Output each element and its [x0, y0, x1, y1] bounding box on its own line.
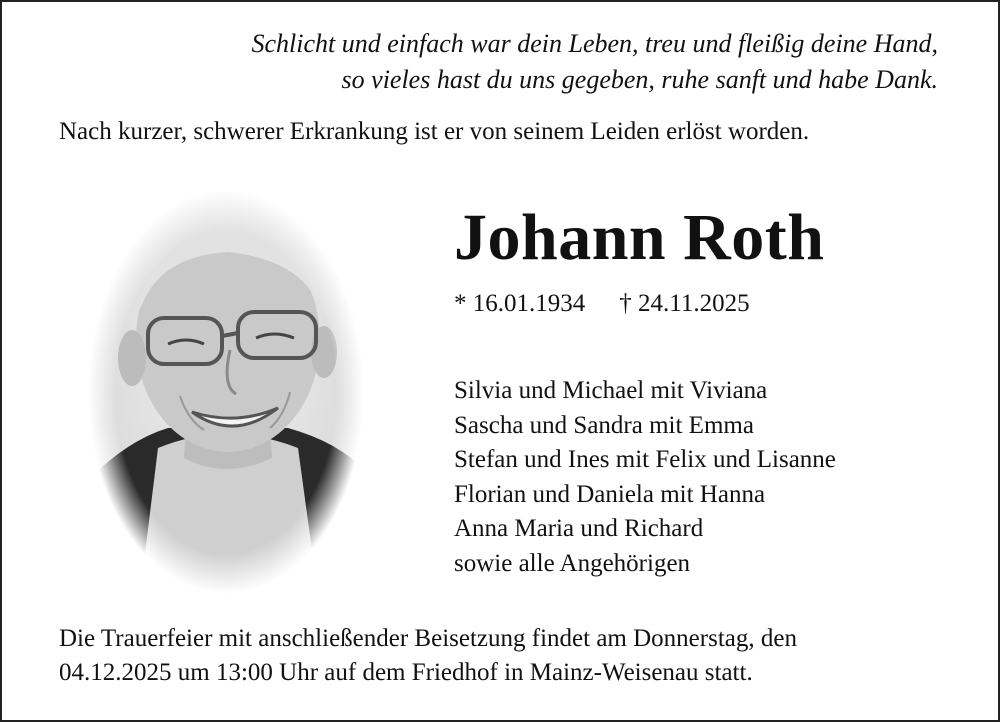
mourner-item: Anna Maria und Richard [454, 515, 704, 542]
motto-verse [252, 26, 938, 98]
intro-text: Nach kurzer, schwerer Erkrankung ist er von seinem Leiden erlöst worden. [59, 118, 810, 145]
death-date: † 24.11.2025 [619, 290, 750, 317]
portrait-photo [88, 190, 364, 594]
mourner-item: sowie alle Angehörigen [454, 549, 691, 577]
mourners-list [454, 374, 836, 581]
life-dates [454, 290, 750, 318]
birth-date: * 16.01.1934 [454, 290, 586, 317]
mourner-item: Silvia und Michael mit Viviana [454, 377, 768, 404]
mourner-item: Stefan und Ines mit Felix und Lisanne [454, 446, 836, 473]
mourner-item: Sascha und Sandra mit Emma [454, 411, 754, 439]
deceased-name: Johann Roth [454, 201, 825, 274]
motto-line: Schlicht und einfach war dein Leben, treu und fleißig deine Hand, [251, 29, 938, 58]
ceremony-line: Die Trauerfeier mit anschließender Beisetzung findet am Donnerstag, den [59, 625, 797, 652]
ceremony-notice [59, 622, 797, 690]
mourner-item: Florian und Daniela mit Hanna [454, 480, 766, 508]
ceremony-line: 04.12.2025 um 13:00 Uhr auf dem Friedhof in Mainz-Weisenau statt. [59, 659, 753, 686]
motto-line: so vieles hast du uns gegeben, ruhe sanft und habe Dank. [341, 65, 938, 94]
